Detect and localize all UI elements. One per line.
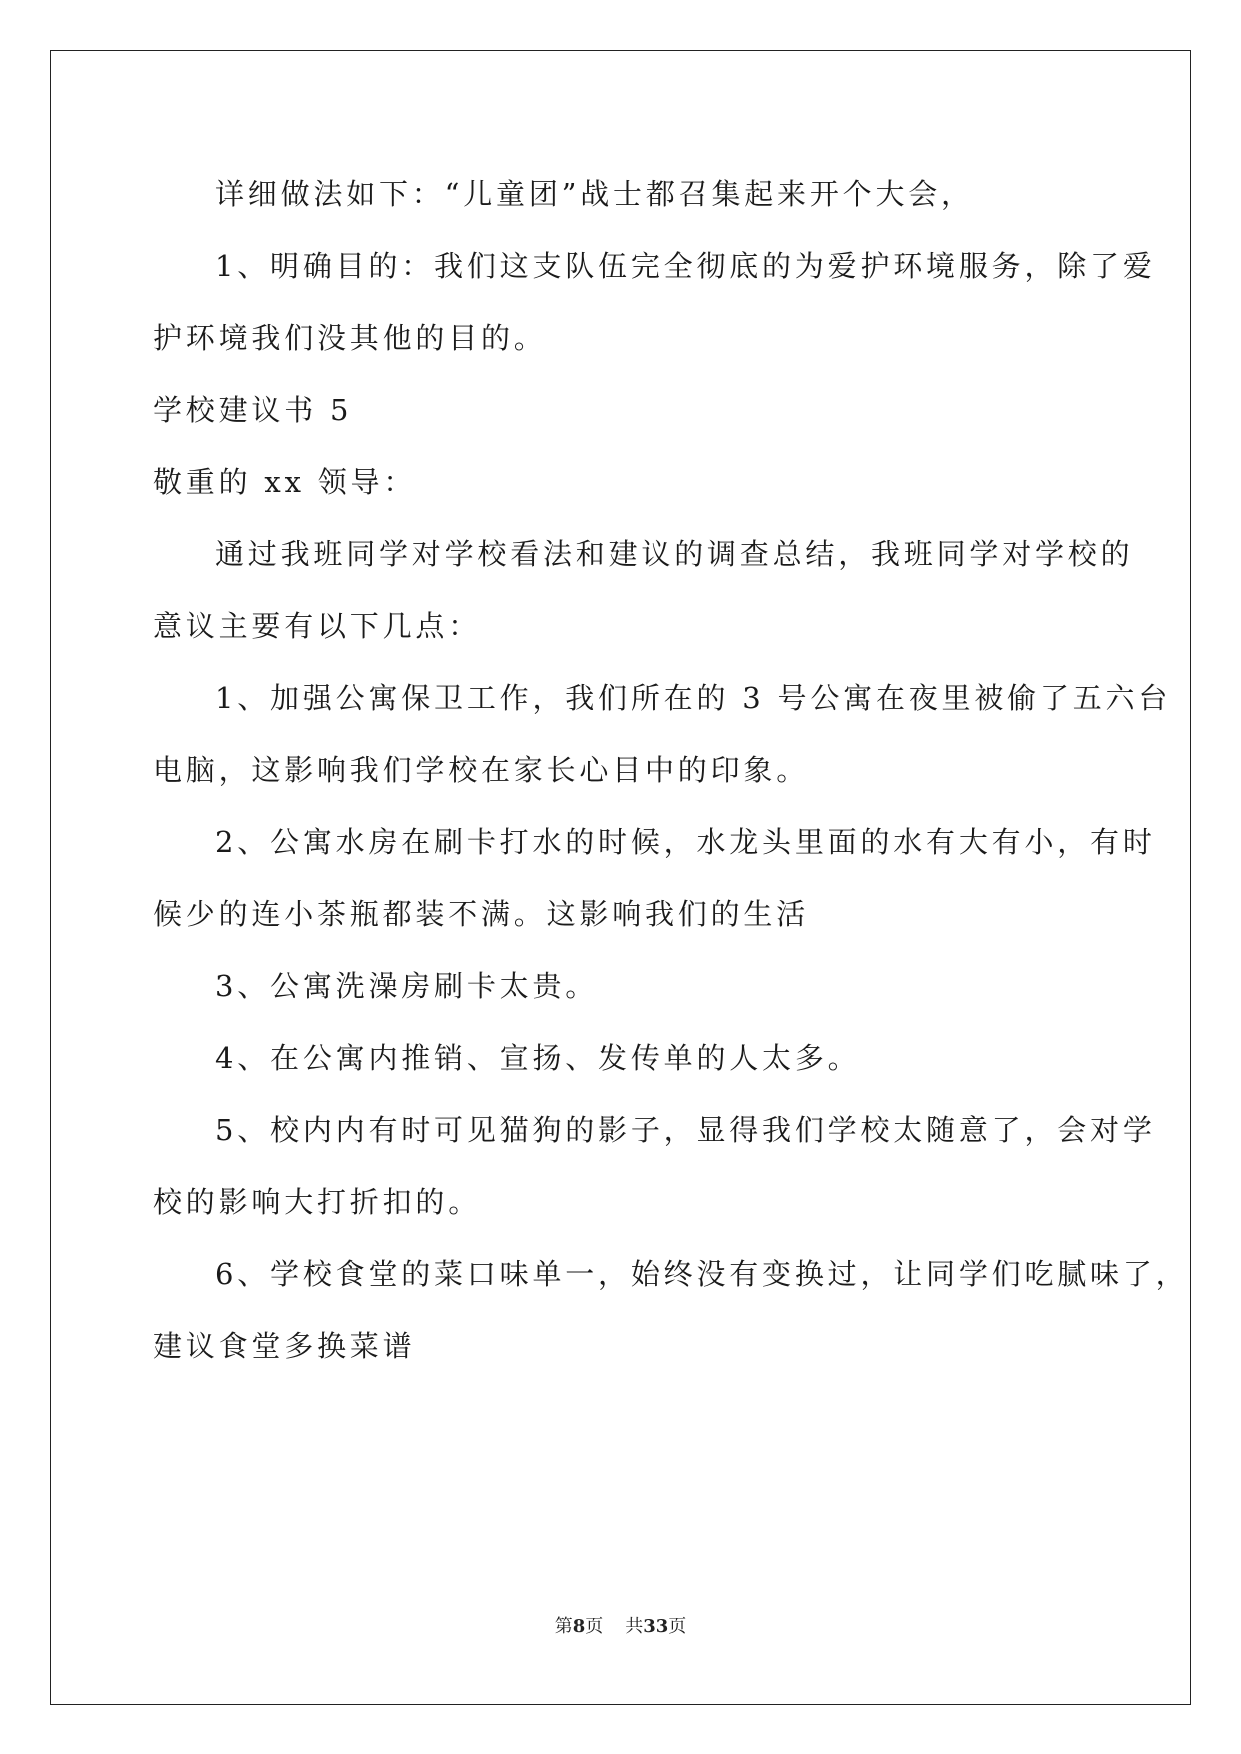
paragraph-line: 校的影响大打折扣的。 — [153, 1185, 482, 1219]
paragraph-line: 护环境我们没其他的目的。 — [153, 321, 547, 355]
paragraph-line: 5、校内内有时可见猫狗的影子，显得我们学校太随意了，会对学 — [215, 1113, 1156, 1147]
paragraph-line: 电脑，这影响我们学校在家长心目中的印象。 — [153, 753, 810, 787]
page-footer — [0, 1612, 1241, 1638]
paragraph-line: 1、明确目的：我们这支队伍完全彻底的为爱护环境服务，除了爱 — [215, 249, 1156, 283]
page-suffix: 页 — [585, 1616, 604, 1637]
salutation: 敬重的 xx 领导： — [153, 465, 417, 499]
paragraph-line: 通过我班同学对学校看法和建议的调查总结，我班同学对学校的 — [215, 537, 1134, 571]
page-number: 8 — [572, 1616, 586, 1637]
paragraph-line: 候少的连小茶瓶都装不满。这影响我们的生活 — [153, 897, 810, 931]
paragraph-line: 1、加强公寓保卫工作，我们所在的 3 号公寓在夜里被偷了五六台 — [215, 681, 1172, 715]
page-border — [50, 50, 1191, 1705]
paragraph-line: 2、公寓水房在刷卡打水的时候，水龙头里面的水有大有小，有时 — [215, 825, 1156, 859]
paragraph-line: 6、学校食堂的菜口味单一，始终没有变换过，让同学们吃腻味了， — [215, 1257, 1189, 1291]
section-heading: 学校建议书 5 — [153, 393, 353, 427]
total-prefix: 共 — [625, 1616, 644, 1637]
paragraph-line: 3、公寓洗澡房刷卡太贵。 — [215, 969, 599, 1003]
paragraph-line: 意议主要有以下几点： — [153, 609, 482, 643]
total-suffix: 页 — [668, 1616, 687, 1637]
paragraph-line: 建议食堂多换菜谱 — [153, 1329, 416, 1363]
paragraph-line: 详细做法如下：“儿童团”战士都召集起来开个大会， — [215, 177, 974, 211]
total-pages: 33 — [643, 1616, 669, 1637]
paragraph-line: 4、在公寓内推销、宣扬、发传单的人太多。 — [215, 1041, 861, 1075]
page-prefix: 第 — [554, 1616, 573, 1637]
